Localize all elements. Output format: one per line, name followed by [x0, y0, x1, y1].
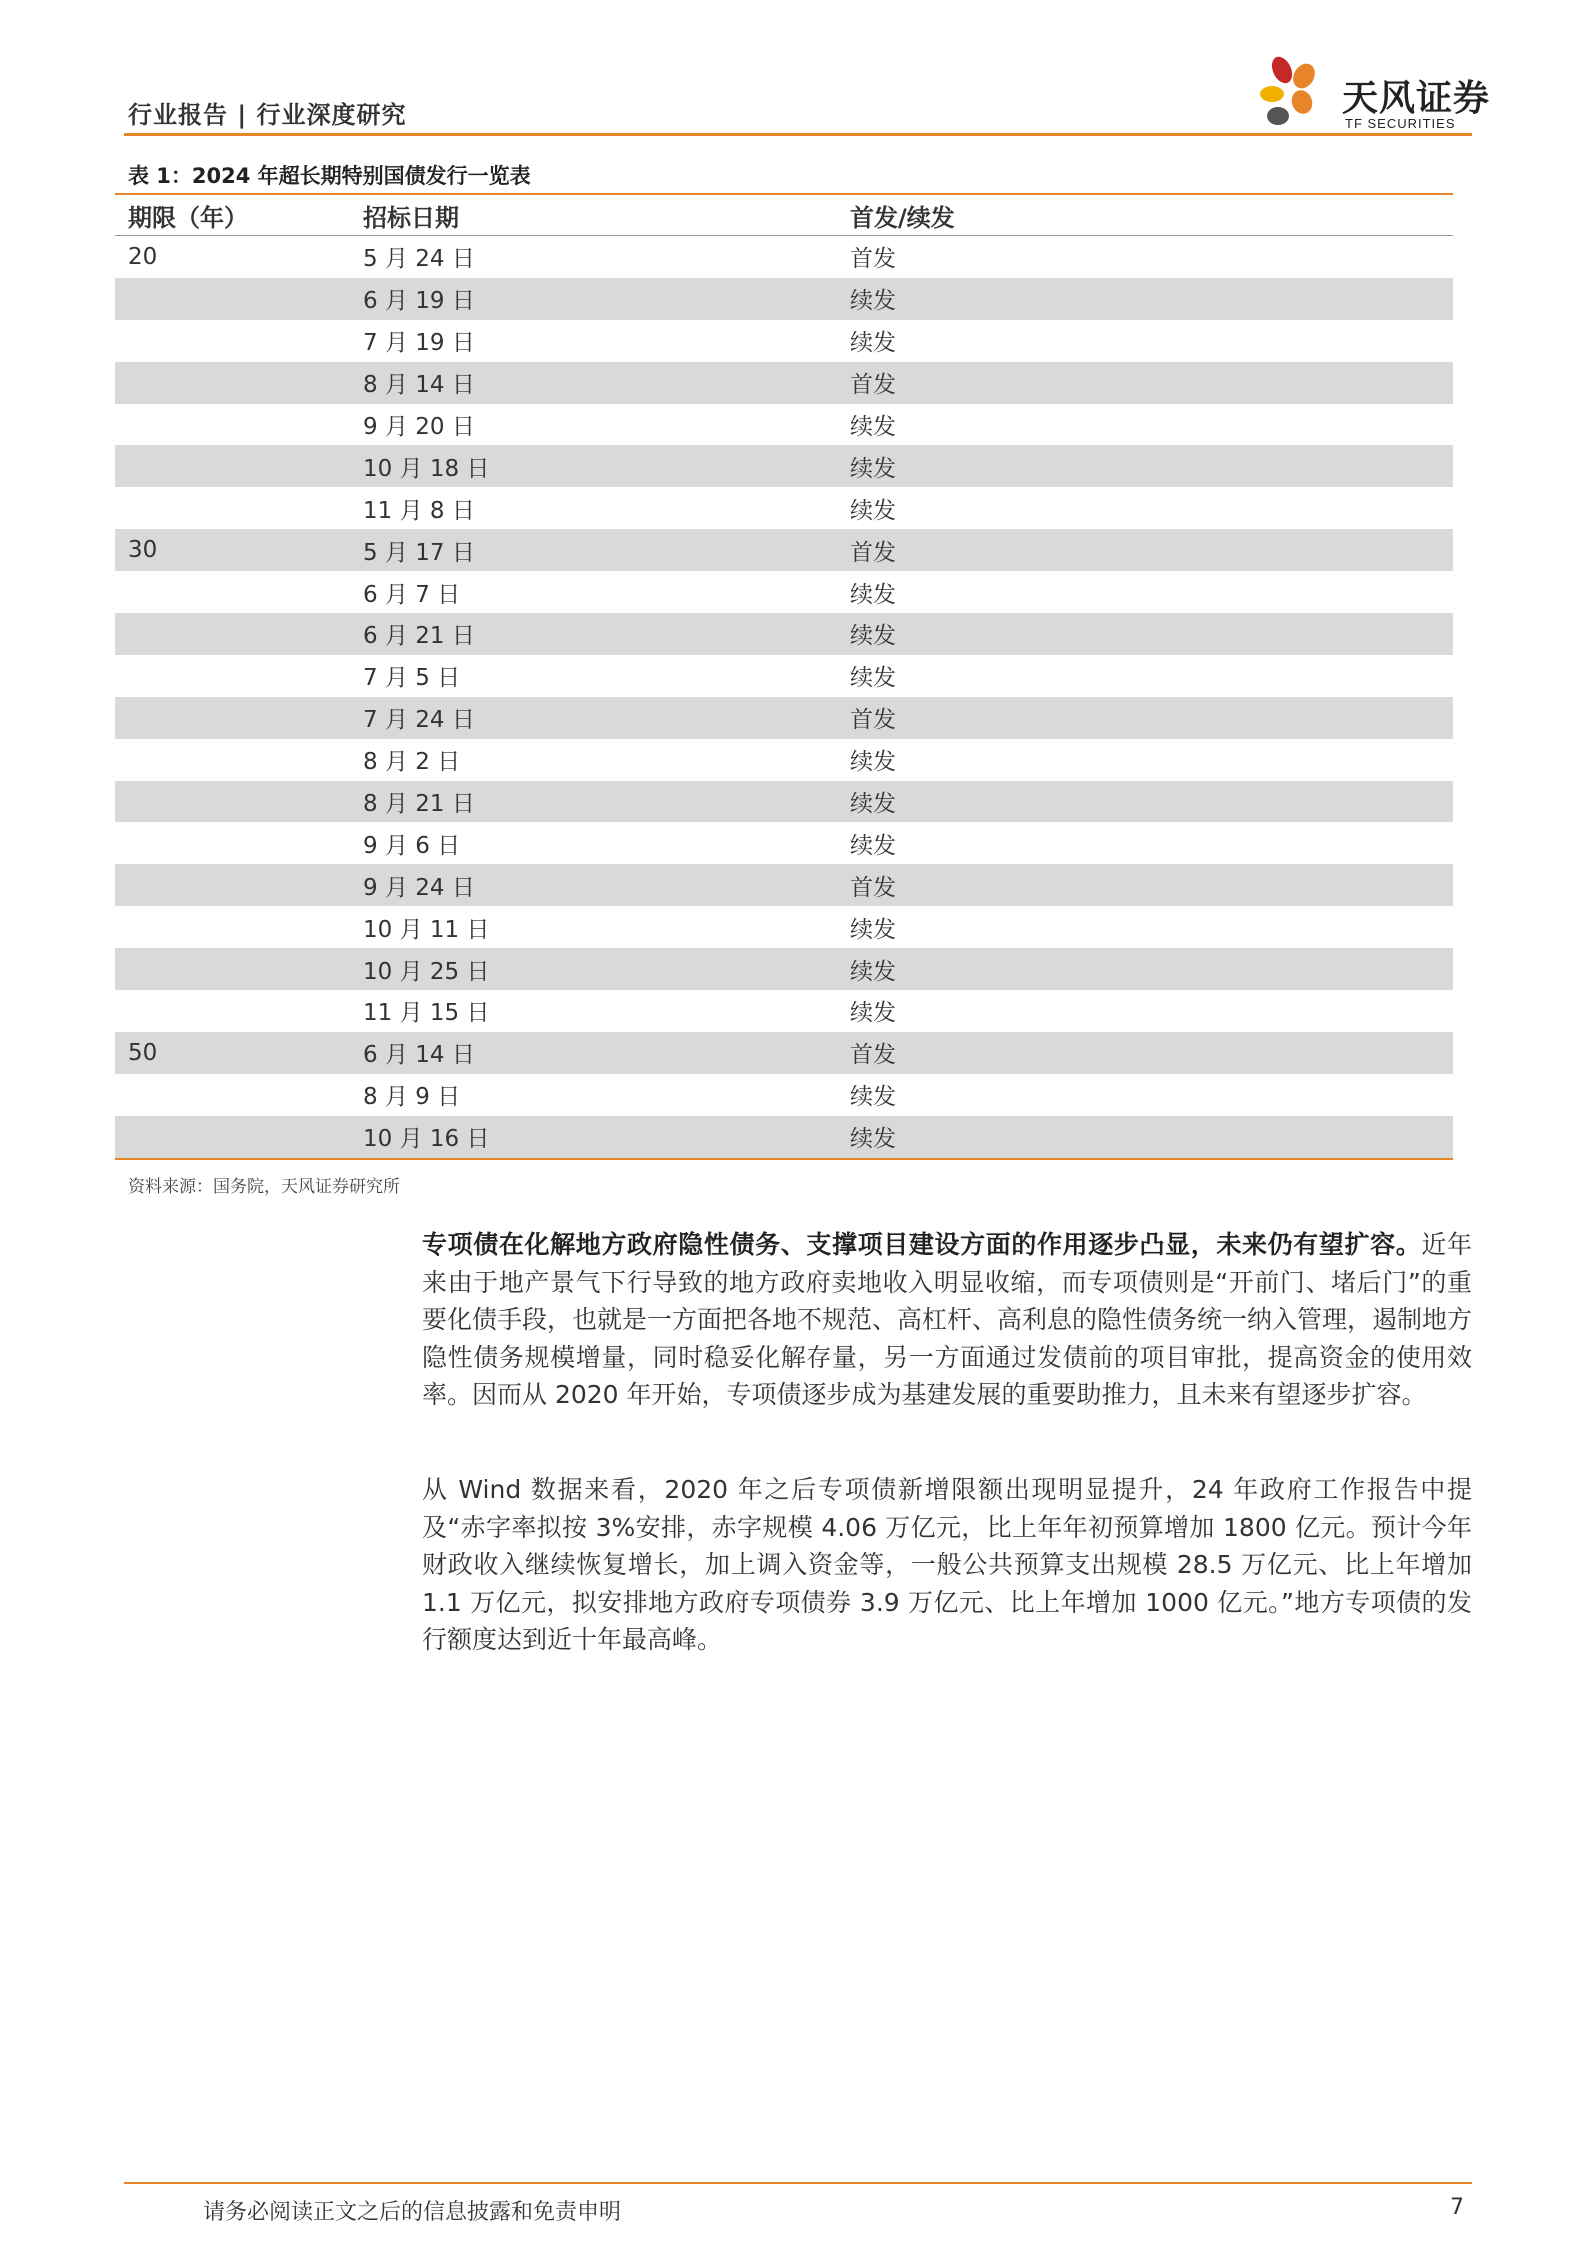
cell-type: 首发 [850, 246, 896, 273]
report-header-title: 行业报告 | 行业深度研究 [128, 101, 407, 129]
table-row [115, 822, 1453, 864]
table-row [115, 278, 1453, 320]
cell-type: 续发 [850, 455, 896, 482]
table-row [115, 487, 1453, 529]
company-logo [1252, 50, 1492, 140]
footer-divider [124, 2182, 1472, 2184]
cell-type: 续发 [850, 832, 896, 859]
cell-date: 8 月 2 日 [363, 749, 461, 776]
column-header-type: 首发/续发 [850, 203, 955, 232]
cell-type: 续发 [850, 749, 896, 776]
cell-type: 续发 [850, 288, 896, 315]
cell-type: 续发 [850, 1000, 896, 1027]
table-row [115, 948, 1453, 990]
cell-type: 续发 [850, 791, 896, 818]
cell-date: 10 月 16 日 [363, 1126, 490, 1153]
cell-date: 6 月 19 日 [363, 288, 475, 315]
table-caption: 表 1：2024 年超长期特别国债发行一览表 [128, 164, 531, 188]
cell-date: 8 月 9 日 [363, 1084, 461, 1111]
paragraph-1-text: 近年来由于地产景气下行导致的地方政府卖地收入明显收缩，而专项债则是“开前门、堵后门”的重要化债手段，也就是一方面把各地不规范、高杠杆、高利息的隐性债务统一纳入管理，遏制地方隐性债务规模增量，同时稳妥化解存量，另一方面通过发债前的项目审批，提高资金的使用效率。因而从 2020 年开始，专项债逐步成为基建发展的重要助推力，且未来有望逐步扩容。 [422, 1230, 1473, 1409]
cell-type: 首发 [850, 1042, 896, 1069]
cell-term: 20 [128, 243, 158, 270]
table-row [115, 613, 1453, 655]
cell-term: 30 [128, 537, 158, 564]
cell-type: 续发 [850, 665, 896, 692]
cell-type: 续发 [850, 414, 896, 440]
cell-date: 8 月 21 日 [363, 791, 475, 818]
cell-date: 5 月 24 日 [363, 246, 475, 273]
cell-type: 续发 [850, 330, 896, 357]
table-header-row [115, 195, 1453, 236]
footer-disclaimer: 请务必阅读正文之后的信息披露和免责申明 [203, 2200, 622, 2225]
cell-date: 6 月 21 日 [363, 623, 475, 650]
cell-type: 续发 [850, 497, 896, 524]
cell-date: 10 月 18 日 [363, 455, 490, 482]
table-row [115, 655, 1453, 697]
cell-type: 续发 [850, 916, 896, 943]
table-row [115, 1032, 1453, 1074]
paragraph-1-lead: 专项债在化解地方政府隐性债务、支撑项目建设方面的作用逐步凸显，未来仍有望扩容。 [422, 1230, 1422, 1259]
paragraph-1 [422, 1226, 1472, 1414]
table-source-note: 资料来源：国务院，天风证券研究所 [128, 1177, 400, 1197]
table-row [115, 362, 1453, 404]
table-row [115, 739, 1453, 781]
page-number: 7 [1450, 2195, 1464, 2220]
table-row [115, 781, 1453, 823]
cell-date: 11 月 8 日 [363, 497, 475, 524]
cell-date: 9 月 20 日 [363, 414, 475, 440]
flower-logo-icon [1252, 50, 1342, 140]
cell-date: 6 月 14 日 [363, 1042, 475, 1069]
table-row [115, 445, 1453, 487]
table-row [115, 906, 1453, 948]
cell-type: 首发 [850, 707, 896, 734]
table-row [115, 864, 1453, 906]
cell-date: 9 月 24 日 [363, 874, 475, 901]
table-row [115, 529, 1453, 571]
cell-type: 首发 [850, 539, 896, 566]
cell-date: 7 月 5 日 [363, 665, 461, 692]
cell-date: 10 月 11 日 [363, 916, 490, 943]
cell-date: 7 月 19 日 [363, 330, 475, 357]
table-row [115, 236, 1453, 278]
column-header-term: 期限（年） [128, 203, 248, 232]
table-row [115, 404, 1453, 446]
cell-type: 续发 [850, 623, 896, 650]
header-divider [124, 133, 1472, 136]
cell-term: 50 [128, 1039, 158, 1066]
cell-date: 9 月 6 日 [363, 832, 461, 859]
table-row [115, 1116, 1453, 1158]
table-row [115, 320, 1453, 362]
logo-chinese-name: 天风证券 [1342, 78, 1491, 119]
cell-type: 首发 [850, 372, 896, 399]
cell-type: 首发 [850, 874, 896, 901]
logo-english-name: TF SECURITIES [1345, 116, 1456, 131]
cell-date: 7 月 24 日 [363, 707, 475, 734]
table-body [115, 236, 1453, 1158]
table-row [115, 571, 1453, 613]
table-row [115, 1074, 1453, 1116]
cell-date: 8 月 14 日 [363, 372, 475, 399]
cell-type: 续发 [850, 581, 896, 608]
paragraph-2: 从 Wind 数据来看，2020 年之后专项债新增限额出现明显提升，24 年政府工作报告中提及“赤字率拟按 3%安排，赤字规模 4.06 万亿元，比上年年初预算增加 1800 亿元。预计今年财政收入继续恢复增长，加上调入资金等，一般公共预算支出规模 28.5 万亿元、比上年增加 1.1 万亿元，拟安排地方政府专项债券 3.9 万亿元、比上年增加 1000 亿元。”地方专项债的发行额度达到近十年最高峰。 [422, 1475, 1472, 1654]
table-row [115, 697, 1453, 739]
cell-date: 6 月 7 日 [363, 581, 461, 608]
cell-type: 续发 [850, 1126, 896, 1153]
column-header-date: 招标日期 [363, 203, 459, 232]
cell-date: 11 月 15 日 [363, 1000, 490, 1027]
bond-issuance-table [115, 193, 1453, 1160]
table-bottom-rule [115, 1158, 1453, 1160]
table-row [115, 990, 1453, 1032]
cell-date: 5 月 17 日 [363, 539, 475, 566]
cell-type: 续发 [850, 1084, 896, 1111]
cell-type: 续发 [850, 958, 896, 985]
cell-date: 10 月 25 日 [363, 958, 490, 985]
